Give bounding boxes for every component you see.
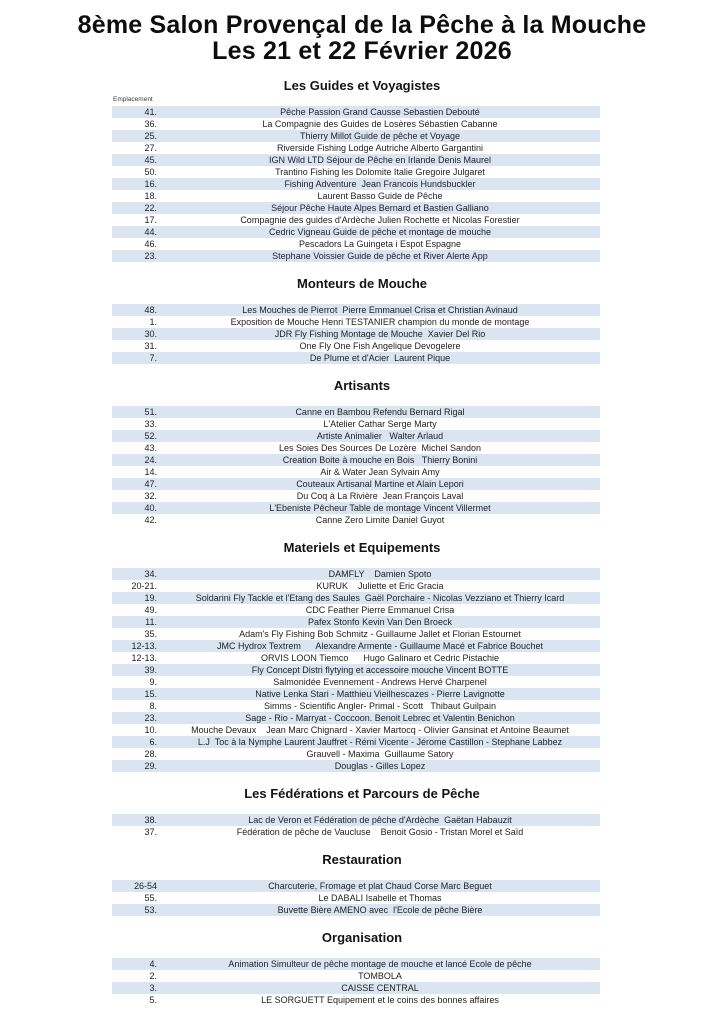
row-emplacement-number: 26-54 [133,881,157,891]
row-exhibitor-label: La Compagnie des Guides de Losères Sébastien Cabanne [262,119,498,129]
row-exhibitor-label: Artiste Animalier Walter Arlaud [316,431,444,441]
row-emplacement-number: 35. [144,629,157,639]
row-emplacement-number: 44. [144,227,157,237]
table-row [112,514,600,526]
row-emplacement-number: 46. [144,239,157,249]
row-emplacement-number: 22. [144,203,157,213]
table-row [112,502,600,514]
table-row [112,760,600,772]
row-emplacement-number: 11. [145,617,157,627]
table-row [112,748,600,760]
row-exhibitor-label: Mouche Devaux Jean Marc Chignard - Xavier Martocq - Olivier Gansinat et Antoine Beaumet [191,725,569,735]
table-row [112,568,600,580]
exhibitor-table [112,96,600,262]
table-row [112,640,600,652]
row-emplacement-number: 12-13. [131,653,157,663]
row-exhibitor-label: ORVIS LOON Tiemco Hugo Galinaro et Cedric Pistachie [261,653,499,663]
section-heading: Organisation [321,930,403,945]
row-exhibitor-label: Sage - Rio - Marryat - Coccoon. Benoit Lebrec et Valentin Benichon [245,713,515,723]
row-exhibitor-label: DAMFLY Damien Spoto [328,569,432,579]
row-emplacement-number: 24. [144,455,157,465]
table-row [112,490,600,502]
row-exhibitor-label: Trantino Fishing les Dolomite Italie Gregoire Julgaret [275,167,485,177]
row-exhibitor-label: Les Mouches de Pierrot Pierre Emmanuel Crisa et Christian Avinaud [242,305,518,315]
row-exhibitor-label: Animation Simulteur de pêche montage de mouche et lancé Ecole de pêche [228,959,532,969]
row-exhibitor-label: JMC Hydrox Textrem Alexandre Armente - Guillaume Macé et Fabrice Bouchet [217,641,543,651]
row-exhibitor-label: LE SORGUETT Equipement et le coins des bonnes affaires [261,995,499,1005]
table-row [112,226,600,238]
table-row [112,982,600,994]
table-row [112,904,600,916]
row-emplacement-number: 14. [144,467,157,477]
row-emplacement-number: 23. [144,713,157,723]
row-emplacement-number: 27. [144,143,157,153]
table-row [112,202,600,214]
row-exhibitor-label: CAISSE CENTRAL [341,983,419,993]
row-exhibitor-label: Lac de Veron et Fédération de pêche d'Ardèche Gaëtan Habauzit [248,815,512,825]
row-emplacement-number: 42. [144,515,157,525]
section-heading: Les Guides et Voyagistes [283,78,441,93]
table-row [112,688,600,700]
table-row [112,442,600,454]
row-exhibitor-label: CDC Feather Pierre Emmanuel Crisa [305,605,455,615]
table-row [112,994,600,1006]
section-heading: Les Fédérations et Parcours de Pêche [244,786,480,801]
row-emplacement-number: 32. [144,491,157,501]
table-row [112,106,600,118]
row-exhibitor-label: Stephane Voissier Guide de pêche et River Alerte App [272,251,488,261]
row-emplacement-number: 25. [144,131,157,141]
row-emplacement-number: 43. [144,443,157,453]
section-heading: Restauration [322,852,402,867]
exhibitor-table [112,814,600,838]
row-emplacement-number: 50. [144,167,157,177]
row-exhibitor-label: L'Ebeniste Pêcheur Table de montage Vincent Villermet [269,503,491,513]
row-emplacement-number: 31. [144,341,157,351]
row-emplacement-number: 8. [149,701,157,711]
row-exhibitor-label: Salmonidée Evennement - Andrews Hervé Charpenel [273,677,487,687]
row-exhibitor-label: KURUK Juliette et Eric Gracia [316,581,444,591]
row-emplacement-number: 12-13. [131,641,157,651]
row-exhibitor-label: Du Coq à La Rivière Jean François Laval [296,491,464,501]
row-exhibitor-label: IGN Wild LTD Séjour de Pêche en Irlande Denis Maurel [269,155,491,165]
table-row [112,814,600,826]
document-title [0,12,724,64]
table-row [112,406,600,418]
row-emplacement-number: 34. [144,569,157,579]
table-row [112,736,600,748]
row-emplacement-number: 29. [144,761,157,771]
row-exhibitor-label: JDR Fly Fishing Montage de Mouche Xavier Del Rio [274,329,486,339]
row-exhibitor-label: Cedric Vigneau Guide de pêche et montage de mouche [269,227,491,237]
row-exhibitor-label: Pescadors La Guingeta i Espot Espagne [298,239,462,249]
row-exhibitor-label: Air & Water Jean Sylvain Amy [320,467,440,477]
row-emplacement-number: 39. [144,665,157,675]
row-exhibitor-label: Canne Zero Limite Daniel Guyot [315,515,445,525]
row-exhibitor-label: Soldarini Fly Tackle et l'Etang des Saules Gaël Porchaire - Nicolas Vezziano et Thierry Icard [195,593,565,603]
row-emplacement-number: 41. [144,107,157,117]
table-row [112,664,600,676]
table-row [112,604,600,616]
table-row [112,250,600,262]
table-row [112,628,600,640]
document-title-line2: Les 21 et 22 Février 2026 [212,37,512,65]
table-row [112,958,600,970]
table-row [112,892,600,904]
row-emplacement-number: 48. [144,305,157,315]
row-emplacement-number: 20-21. [131,581,157,591]
row-emplacement-number: 16. [144,179,157,189]
row-emplacement-number: 6. [149,737,157,747]
row-exhibitor-label: Buvette Bière AMENO avec l'Ecole de pêche Bière [277,905,483,915]
section-heading: Artisants [333,378,391,393]
row-emplacement-number: 30. [144,329,157,339]
table-row [112,478,600,490]
table-row [112,652,600,664]
table-row [112,712,600,724]
table-row [112,880,600,892]
table-row [112,178,600,190]
row-emplacement-number: 19. [144,593,157,603]
row-exhibitor-label: Riverside Fishing Lodge Autriche Alberto Gargantini [276,143,484,153]
row-emplacement-number: 49. [144,605,157,615]
row-emplacement-number: 45. [144,155,157,165]
row-exhibitor-label: Native Lenka Stari - Matthieu Vieilhescazes - Pierre Lavignotte [255,689,505,699]
table-row [112,826,600,838]
table-row [112,142,600,154]
row-emplacement-number: 51. [144,407,157,417]
row-emplacement-number: 1. [149,317,157,327]
table-row [112,190,600,202]
section-heading: Materiels et Equipements [283,540,441,555]
row-exhibitor-label: Compagnie des guides d'Ardèche Julien Rochette et Nicolas Forestier [240,215,520,225]
row-emplacement-number: 5. [149,995,157,1005]
row-emplacement-number: 28. [144,749,157,759]
row-exhibitor-label: Douglas - Gilles Lopez [334,761,426,771]
table-row [112,238,600,250]
row-emplacement-number: 9. [149,677,157,687]
table-row [112,466,600,478]
row-exhibitor-label: L'Atelier Cathar Serge Marty [323,419,437,429]
row-exhibitor-label: Fly Concept Distri flytying et accessoire mouche Vincent BOTTE [251,665,509,675]
row-emplacement-number: 37. [144,827,157,837]
table-row [112,676,600,688]
table-row [112,340,600,352]
row-exhibitor-label: Simms - Scientific Angler- Primal - Scott Thibaut Guilpain [264,701,496,711]
row-exhibitor-label: Pêche Passion Grand Causse Sebastien Debouté [280,107,480,117]
table-row [112,418,600,430]
table-row [112,316,600,328]
row-emplacement-number: 53. [144,905,157,915]
table-row [112,130,600,142]
table-row [112,166,600,178]
table-row [112,454,600,466]
row-exhibitor-label: Adam's Fly Fishing Bob Schmitz - Guillaume Jallet et Florian Estournet [239,629,521,639]
row-emplacement-number: 18. [144,191,157,201]
row-exhibitor-label: TOMBOLA [358,971,402,981]
row-emplacement-number: 3. [149,983,157,993]
row-exhibitor-label: Canne en Bambou Refendu Bernard Rigal [295,407,465,417]
row-exhibitor-label: L.J Toc à la Nymphe Laurent Jauffret - Rémi Vicente - Jérome Castillon - Stephane Labbez [197,737,563,747]
table-row [112,304,600,316]
exhibitor-table [112,958,600,1006]
exhibitor-table [112,880,600,916]
table-row [112,118,600,130]
exhibitor-table [112,406,600,526]
table-row [112,154,600,166]
table-row [112,352,600,364]
row-exhibitor-label: Les Soies Des Sources De Lozère Michel Sandon [278,443,482,453]
row-emplacement-number: 33. [144,419,157,429]
table-row [112,430,600,442]
row-exhibitor-label: Le DABALI Isabelle et Thomas [318,893,442,903]
document-title-line1: 8ème Salon Provençal de la Pêche à la Mouche [77,11,647,39]
row-emplacement-number: 4. [149,959,157,969]
row-exhibitor-label: One Fly One Fish Angelique Devogelere [299,341,461,351]
table-row [112,214,600,226]
row-emplacement-number: 17. [144,215,157,225]
table-row [112,592,600,604]
exhibitor-table [112,568,600,772]
table-row [112,724,600,736]
row-emplacement-number: 47. [144,479,157,489]
row-exhibitor-label: Fishing Adventure Jean Francois Hundsbuckler [284,179,476,189]
row-exhibitor-label: Exposition de Mouche Henri TESTANIER champion du monde de montage [230,317,530,327]
emplacement-column-header: Emplacement [113,96,153,103]
row-emplacement-number: 55. [144,893,157,903]
row-exhibitor-label: Pafex Stonfo Kevin Van Den Broeck [308,617,452,627]
row-exhibitor-label: Séjour Pêche Haute Alpes Bernard et Bastien Galliano [271,203,489,213]
table-row [112,700,600,712]
row-emplacement-number: 52. [144,431,157,441]
exhibitor-sections [0,78,724,1006]
row-emplacement-number: 23. [144,251,157,261]
row-emplacement-number: 40. [144,503,157,513]
exhibitor-table [112,304,600,364]
row-emplacement-number: 15. [144,689,157,699]
table-row [112,580,600,592]
row-exhibitor-label: Couteaux Artisanal Martine et Alain Lepori [296,479,464,489]
row-exhibitor-label: Fédération de pêche de Vaucluse Benoit Gosio - Tristan Morel et Saïd [236,827,524,837]
row-emplacement-number: 38. [144,815,157,825]
table-row [112,616,600,628]
section-heading: Monteurs de Mouche [296,276,427,291]
row-exhibitor-label: Creation Boite à mouche en Bois Thierry Bonini [282,455,478,465]
table-row [112,328,600,340]
row-exhibitor-label: Laurent Basso Guide de Pêche [317,191,443,201]
row-exhibitor-label: Grauvell - Maxima Guillaume Satory [306,749,454,759]
row-exhibitor-label: De Plume et d'Acier Laurent Pique [309,353,451,363]
row-exhibitor-label: Charcuterie, Fromage et plat Chaud Corse Marc Beguet [268,881,492,891]
row-emplacement-number: 10. [144,725,157,735]
row-emplacement-number: 7. [149,353,157,363]
row-emplacement-number: 36. [144,119,157,129]
row-emplacement-number: 2. [149,971,157,981]
row-exhibitor-label: Thierry Millot Guide de pêche et Voyage [299,131,461,141]
table-row [112,970,600,982]
